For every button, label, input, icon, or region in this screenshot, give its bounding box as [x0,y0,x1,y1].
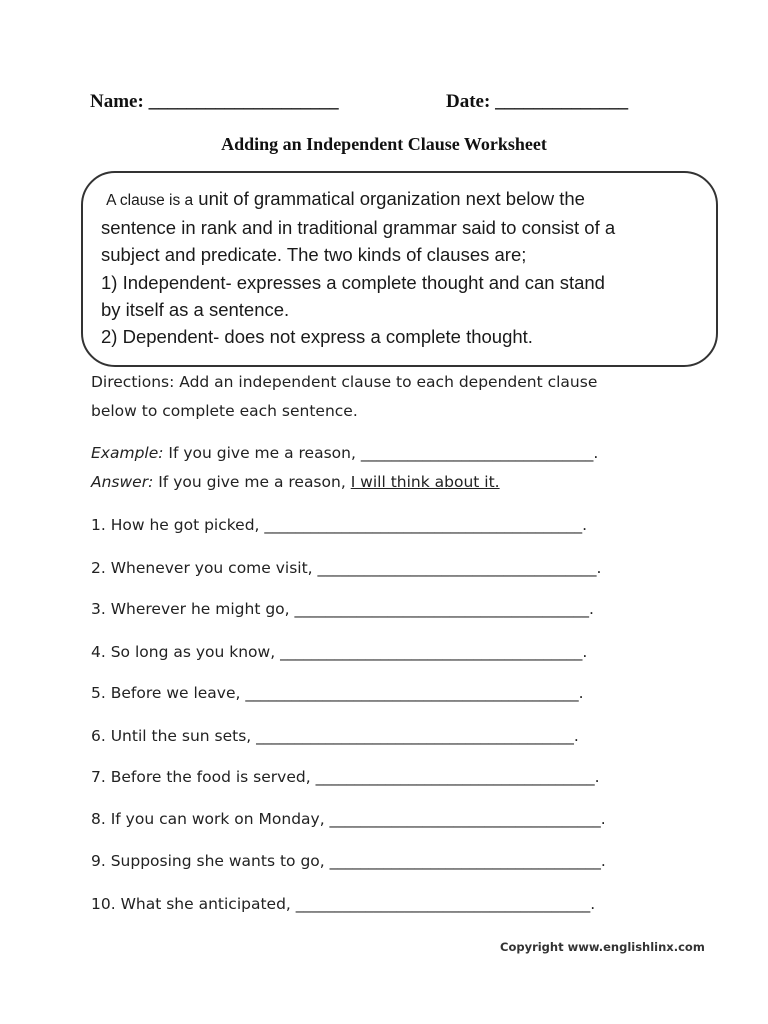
answer-underlined: I will think about it. [350,473,500,491]
exercise-item-7[interactable]: 7. Before the food is served, ____________________________________. [91,768,600,786]
exercise-item-10[interactable]: 10. What she anticipated, ______________________________________. [91,895,596,913]
directions-line-2: below to complete each sentence. [91,402,358,420]
date-field[interactable] [446,91,628,113]
date-label: Date: [446,91,491,112]
definition-text [101,185,711,350]
exercise-item-6[interactable]: 6. Until the sun sets, _________________________________________. [91,727,579,745]
name-blank[interactable]: ____________________ [148,91,339,112]
answer-text: If you give me a reason, [153,473,351,491]
exercise-item-3[interactable]: 3. Wherever he might go, ______________________________________. [91,600,594,618]
definition-line-5: by itself as a sentence. [101,298,290,320]
exercise-item-2[interactable]: 2. Whenever you come visit, ____________________________________. [91,559,602,577]
definition-line-4: 1) Independent- expresses a complete thought and can stand [101,271,605,293]
exercise-item-5[interactable]: 5. Before we leave, ___________________________________________. [91,684,584,702]
name-field[interactable] [90,91,339,113]
directions-line-1: Directions: Add an independent clause to each dependent clause [91,373,598,391]
exercise-item-9[interactable]: 9. Supposing she wants to go, ___________________________________. [91,852,606,870]
exercise-item-8[interactable]: 8. If you can work on Monday, ___________________________________. [91,810,606,828]
exercise-item-1[interactable]: 1. How he got picked, _________________________________________. [91,516,588,534]
definition-line-2: sentence in rank and in traditional grammar said to consist of a [101,217,616,239]
name-label: Name: [90,91,144,112]
copyright-text: Copyright www.englishlinx.com [500,940,705,954]
date-blank[interactable]: ______________ [495,91,629,112]
example-text: If you give me a reason, ______________________________. [163,444,599,462]
example-label: Example: [91,444,164,462]
definition-line-6: 2) Dependent- does not express a complete thought. [101,326,533,348]
exercise-item-4[interactable]: 4. So long as you know, _______________________________________. [91,643,588,661]
example-line [91,444,598,462]
definition-line-3: subject and predicate. The two kinds of clauses are; [101,244,527,266]
worksheet-title: Adding an Independent Clause Worksheet [221,134,547,154]
answer-label: Answer: [91,473,154,491]
answer-line [91,473,500,491]
definition-line-1: A clause is a unit of grammatical organization next below the [106,188,585,209]
